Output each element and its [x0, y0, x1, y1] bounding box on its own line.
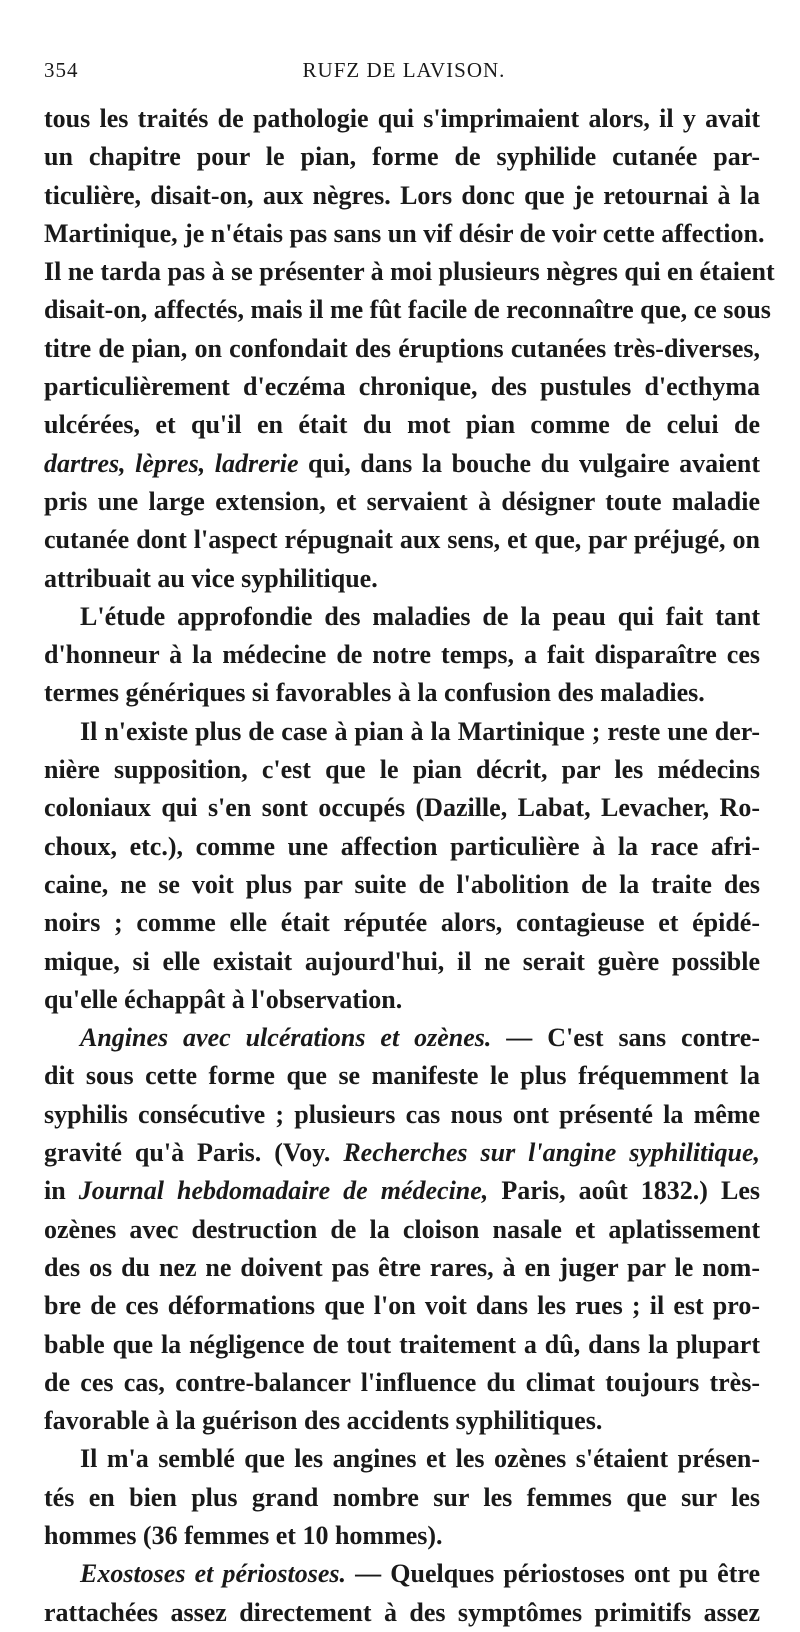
- line-text: Il m'a semblé que les angines et les ozènes s'étaient présen-: [80, 1444, 760, 1474]
- line-text: — C'est sans contre-: [491, 1023, 760, 1053]
- line-text: disait-on, affectés, mais il me fût facile de reconnaître que, ce sous: [44, 295, 771, 325]
- line-text: d'honneur à la médecine de notre temps, a fait disparaître ces: [44, 640, 760, 670]
- text-line: [44, 521, 760, 559]
- line-text: ozènes avec destruction de la cloison nasale et aplatissement: [44, 1214, 760, 1244]
- text-line: [44, 981, 760, 1019]
- running-title: RUFZ DE LAVISON.: [302, 58, 506, 82]
- italic-text: dartres, lèpres, ladrerie: [44, 448, 299, 478]
- line-text: coloniaux qui s'en sont occupés (Dazille, Labat, Levacher, Ro-: [44, 793, 760, 823]
- text-line: [44, 1249, 760, 1287]
- text-line: [44, 866, 760, 904]
- text-line: [44, 138, 760, 176]
- line-text: noirs ; comme elle était réputée alors, contagieuse et épidé-: [44, 908, 760, 938]
- line-text: tous les traités de pathologie qui s'imprimaient alors, il y avait: [44, 104, 760, 133]
- text-line: [44, 445, 760, 483]
- text-line: [44, 1096, 760, 1134]
- text-line: [44, 828, 760, 866]
- text-line: [44, 1555, 760, 1593]
- line-text: ulcérées, et qu'il en était du mot pian comme de celui de: [44, 410, 760, 440]
- text-line: [44, 904, 760, 942]
- line-text: caine, ne se voit plus par suite de l'abolition de la traite des: [44, 869, 760, 899]
- line-text: in: [44, 1176, 79, 1206]
- text-line: [44, 1211, 760, 1249]
- line-text: bre de ces déformations que l'on voit dans les rues ; il est pro-: [44, 1291, 760, 1321]
- text-line: [44, 1134, 760, 1172]
- italic-text: Exostoses et périostoses.: [80, 1559, 346, 1589]
- text-line: [44, 215, 765, 253]
- text-line: [44, 368, 760, 406]
- line-text: mique, si elle existait aujourd'hui, il ne serait guère possible: [44, 946, 760, 976]
- line-text: Paris, août 1832.) Les: [488, 1176, 760, 1206]
- text-line: [44, 1287, 760, 1325]
- line-text: tés en bien plus grand nombre sur les femmes que sur les: [44, 1482, 760, 1512]
- text-line: [44, 291, 771, 329]
- line-text: rattachées assez directement à des symptômes primitifs assez: [44, 1597, 760, 1627]
- line-text: hommes (36 femmes et 10 hommes).: [44, 1520, 443, 1550]
- line-text: favorable à la guérison des accidents syphilitiques.: [44, 1406, 603, 1436]
- line-text: L'étude approfondie des maladies de la peau qui fait tant: [80, 601, 760, 631]
- line-text: syphilis consécutive ; plusieurs cas nous ont présenté la même: [44, 1099, 760, 1129]
- line-text: Il n'existe plus de case à pian à la Martinique ; reste une der-: [80, 716, 760, 746]
- line-text: nière supposition, c'est que le pian décrit, par les médecins: [44, 755, 760, 785]
- line-text: choux, etc.), comme une affection particulière à la race afri-: [44, 831, 760, 861]
- text-line: [44, 1594, 760, 1632]
- text-line: [44, 1019, 760, 1057]
- line-text: dit sous cette forme que se manifeste le plus fréquemment la: [44, 1061, 760, 1091]
- text-line: [44, 560, 760, 598]
- line-text: pris une large extension, et servaient à désigner toute maladie: [44, 486, 760, 516]
- text-line: [44, 943, 760, 981]
- line-text: particulièrement d'eczéma chronique, des pustules d'ecthyma: [44, 372, 760, 402]
- italic-text: Recherches sur l'angine syphilitique,: [343, 1138, 760, 1168]
- text-line: [44, 598, 760, 636]
- text-line: [44, 1479, 760, 1517]
- text-line: [44, 406, 760, 444]
- line-text: termes génériques si favorables à la confusion des maladies.: [44, 678, 705, 708]
- text-line: [44, 483, 760, 521]
- text-line: [44, 177, 760, 215]
- line-text: cutanée dont l'aspect répugnait aux sens, et que, par préjugé, on: [44, 525, 760, 555]
- page-header: [44, 58, 764, 88]
- italic-text: Journal hebdomadaire de médecine,: [78, 1176, 489, 1206]
- text-line: [44, 330, 760, 368]
- text-line: [44, 1326, 760, 1364]
- line-text: Martinique, je n'étais pas sans un vif désir de voir cette affection.: [44, 218, 765, 248]
- text-line: [44, 1172, 760, 1210]
- text-line: [44, 1402, 760, 1440]
- line-text: un chapitre pour le pian, forme de syphilide cutanée par-: [44, 142, 760, 172]
- line-text: des os du nez ne doivent pas être rares, à en juger par le nom-: [44, 1252, 760, 1282]
- text-line: [44, 713, 760, 751]
- text-line: [44, 253, 775, 291]
- text-line: [44, 751, 760, 789]
- text-line: [44, 636, 760, 674]
- text-line: [44, 789, 760, 827]
- line-text: qu'elle échappât à l'observation.: [44, 984, 403, 1014]
- body-text: [44, 100, 775, 1632]
- text-line: [44, 1440, 760, 1478]
- line-text: — Quelques périostoses ont pu être: [346, 1559, 760, 1589]
- text-line: [44, 100, 760, 138]
- line-text: qui, dans la bouche du vulgaire avaient: [298, 448, 761, 478]
- line-text: de ces cas, contre-balancer l'influence du climat toujours très-: [44, 1367, 760, 1397]
- line-text: Il ne tarda pas à se présenter à moi plusieurs nègres qui en étaient: [44, 257, 775, 287]
- line-text: bable que la négligence de tout traitement a dû, dans la plupart: [44, 1329, 760, 1359]
- page-number: 354: [44, 58, 79, 82]
- text-line: [44, 1517, 760, 1555]
- line-text: ticulière, disait-on, aux nègres. Lors donc que je retournai à la: [44, 180, 760, 210]
- line-text: gravité qu'à Paris. (Voy.: [44, 1138, 344, 1168]
- text-line: [44, 1057, 760, 1095]
- text-line: [44, 674, 760, 712]
- text-line: [44, 1364, 760, 1402]
- italic-text: Angines avec ulcérations et ozènes.: [80, 1023, 492, 1053]
- line-text: titre de pian, on confondait des éruptions cutanées très-diverses,: [44, 333, 760, 363]
- line-text: attribuait au vice syphilitique.: [44, 563, 378, 593]
